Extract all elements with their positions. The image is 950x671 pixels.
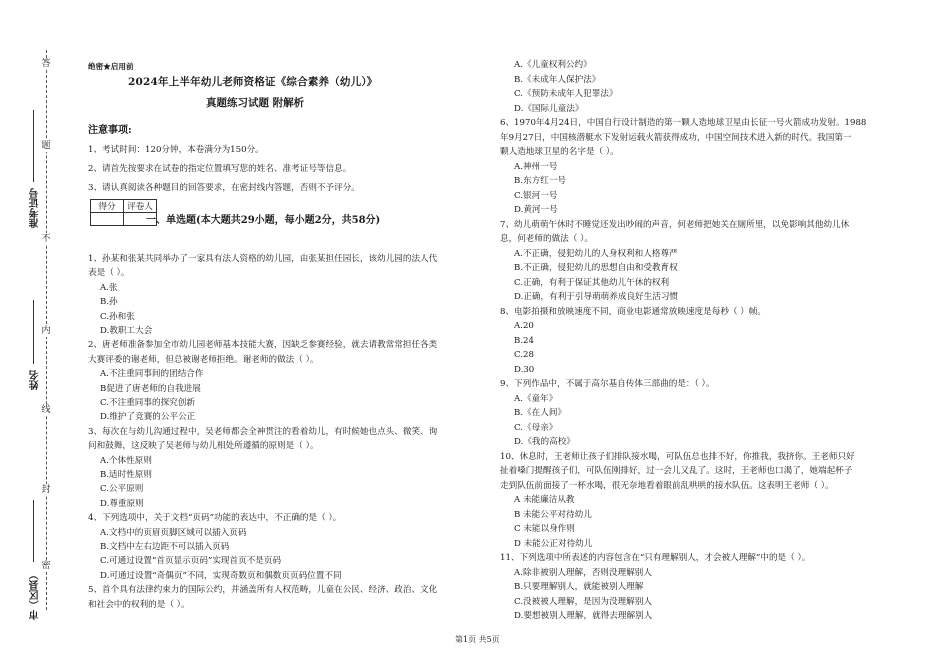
question-line: B.24 — [514, 335, 534, 346]
section-title: 一、单选题(本大题共29小题，每小题2分，共58分) — [146, 215, 381, 226]
question-line: 息，何老师的做法（ ）。 — [500, 234, 593, 244]
question-line: 问和鼓舞，这反映了吴老师与幼儿相处所遵循的原则是（ ）。 — [88, 441, 319, 452]
field-label-exam-number: 准考证号 — [30, 188, 41, 228]
note-item: 2、请首先按要求在试卷的指定位置填写您的姓名、准考证号等信息。 — [88, 164, 352, 174]
question-line: B.东方红一号 — [514, 176, 567, 186]
question-line: C.没被被人理解，是因为没理解别人 — [514, 596, 652, 607]
question-line: 表是（ ）。 — [88, 268, 130, 279]
question-line: C.公平原则 — [100, 484, 144, 495]
question-line: 10、休息时，王老师让孩子们排队接水喝，可队伍总也排不好，你推我，我挤你。王老师只好 — [500, 451, 855, 462]
note-item: 1、考试时间：120分钟，本卷满分为150分。 — [88, 145, 264, 155]
question-line: D 未能公正对待幼儿 — [514, 538, 593, 549]
question-line: A.文档中的页眉页脚区域可以插入页码 — [100, 527, 247, 538]
question-line: 扯着嗓门提醒孩子们，可队伍刚排好，过一会儿又乱了。这时，王老师也口渴了，她端起杯子 — [500, 466, 853, 476]
question-line: B.孙 — [100, 297, 118, 308]
page-footer: 第1页 共5页 — [455, 635, 500, 644]
question-line: C.正确，有利于保证其他幼儿午休的权利 — [514, 277, 670, 288]
grader-label: 评卷人 — [124, 200, 157, 213]
field-label-name: 姓名 — [30, 370, 41, 390]
question-line: D.要想被别人理解，就得去理解别人 — [514, 611, 653, 621]
score-cell[interactable] — [91, 213, 124, 226]
field-label-district: 市（区县） — [30, 570, 41, 620]
question-line: 大赛评委的谢老师，但总被谢老师拒绝。谢老师的做法（ ）。 — [88, 354, 319, 365]
seal-mark: 答 — [41, 59, 51, 69]
question-line: 8、电影拍摄和放映速度不同，商业电影通常放映速度是每秒（ ）帧。 — [500, 306, 767, 317]
question-line: 5、首个具有法律约束力的国际公约，并涵盖所有人权范畴，儿童在公民、经济、政治、文化 — [88, 585, 438, 596]
question-line: D.黄河一号 — [514, 205, 558, 215]
note-item: 3、请认真阅读各种题目的回答要求，在密封线内答题，否则不予评分。 — [88, 183, 360, 193]
question-line: 9、下列作品中，不属于高尔基自传体三部曲的是：（ ）。 — [500, 379, 715, 389]
exam-title: 2024年上半年幼儿老师资格证《综合素养（幼儿）》 — [128, 76, 378, 88]
exam-number-field[interactable] — [33, 110, 34, 182]
question-line: D.《我的高校》 — [514, 437, 575, 447]
exam-subtitle: 真题练习试题 附解析 — [206, 97, 305, 109]
name-field[interactable] — [33, 300, 34, 364]
question-line: C.孙和张 — [100, 311, 135, 322]
question-line: D.尊重原则 — [100, 498, 144, 509]
seal-mark: 内 — [41, 326, 51, 336]
question-line: D.《国际儿童法》 — [514, 103, 584, 114]
seal-mark: 题 — [41, 141, 51, 151]
question-line: 年9月27日，中国核潜艇水下发射运载火箭获得成功，中国空间技术进入新的时代。我国第一 — [500, 132, 852, 143]
question-line: 1、孙某和张某共同举办了一家具有法人资格的幼儿园，由张某担任园长，该幼儿园的法人代 — [88, 254, 438, 264]
question-line: 4、下列选项中，关于文档“页码”功能的表达中，不正确的是（ ）。 — [88, 513, 342, 524]
question-line: D.维护了竞赛的公平公正 — [100, 412, 196, 423]
question-line: C.不注重同事的探究创新 — [100, 398, 195, 408]
question-line: A.《儿童权利公约》 — [514, 60, 592, 70]
question-line: B 未能公平对待幼儿 — [514, 509, 592, 520]
question-line: B.《未成年人保护法》 — [514, 74, 601, 85]
question-line: A.神州一号 — [514, 161, 558, 172]
question-line: B.《在人间》 — [514, 408, 567, 418]
question-line: 11、下列选项中所表述的内容包含在“只有理解别人，才会被人理解”中的是（ ）。 — [500, 553, 811, 563]
question-line: B.文档中左右边距不可以插入页码 — [100, 542, 230, 552]
question-line: A.不注重同事间的团结合作 — [100, 369, 204, 380]
question-line: C 未能以身作则 — [514, 524, 575, 534]
question-line: 3、每次在与幼儿沟通过程中，吴老师都会全神贯注的看着幼儿，有时候她也点头、微笑、询 — [88, 426, 438, 437]
question-line: A.《童年》 — [514, 393, 558, 404]
question-line: B.不正确，侵犯幼儿的思想自由和受教育权 — [514, 263, 678, 273]
question-line: A 未能廉洁从教 — [514, 495, 575, 505]
question-line: A.不正确，侵犯幼儿的人身权利和人格尊严 — [514, 248, 678, 259]
question-line: C.《母亲》 — [514, 422, 558, 433]
question-line: A.除非被别人理解，否则没理解别人 — [514, 567, 652, 578]
question-line: A.20 — [514, 321, 534, 331]
notes-heading: 注意事项: — [88, 125, 132, 136]
question-line: C.银河一号 — [514, 190, 558, 201]
seal-mark: 密 — [41, 561, 51, 571]
seal-mark: 线 — [41, 405, 51, 415]
question-line: 和社会中的权利的是（ ）。 — [88, 599, 190, 610]
question-line: B促进了唐老师的自我进展 — [100, 383, 201, 394]
seal-mark: 封 — [41, 485, 51, 495]
question-line: D.30 — [514, 364, 535, 375]
question-line: 6、1970年4月24日，中国自行设计制造的第一颗人造地球卫星由长征一号火箭成功发射。1988 — [500, 118, 867, 128]
question-line: A.张 — [100, 282, 118, 293]
score-label: 得分 — [91, 200, 124, 213]
question-line: 7、幼儿萌萌午休时不睡觉还发出吵闹的声音，何老师把她关在厕所里，以免影响其他幼儿休 — [500, 219, 850, 230]
confidential-label: 绝密★启用前 — [88, 62, 134, 71]
question-line: C.28 — [514, 350, 534, 360]
question-line: 走到队伍前面接了一杯水喝，很无奈地看着眼前乱哄哄的接水队伍。这表明王老师（ ）。 — [500, 480, 834, 491]
question-line: D.可通过设置“奇偶页”不同，实现奇数页和偶数页页码位置不同 — [100, 570, 342, 581]
question-line: C.《预防未成年人犯罪法》 — [514, 89, 618, 99]
question-line: D.正确，有利于引导萌萌养成良好生活习惯 — [514, 292, 679, 302]
question-line: D.教职工大会 — [100, 326, 153, 336]
question-line: C.可通过设置“首页显示页码”实现首页不是页码 — [100, 556, 282, 567]
question-line: B.只要理解别人，就能被别人理解 — [514, 582, 644, 592]
question-line: 2、唐老师准备参加全市幼儿园老师基本技能大赛，因缺乏参赛经验，就去请教常常担任各类 — [88, 340, 438, 351]
question-line: A.个体性原则 — [100, 455, 152, 466]
question-line: 颗人造地球卫星的名字是（ ）。 — [500, 147, 619, 157]
binding-margin — [0, 0, 72, 671]
question-line: B.适时性原则 — [100, 470, 153, 480]
district-field[interactable] — [33, 500, 34, 562]
seal-mark: 不 — [41, 234, 51, 244]
